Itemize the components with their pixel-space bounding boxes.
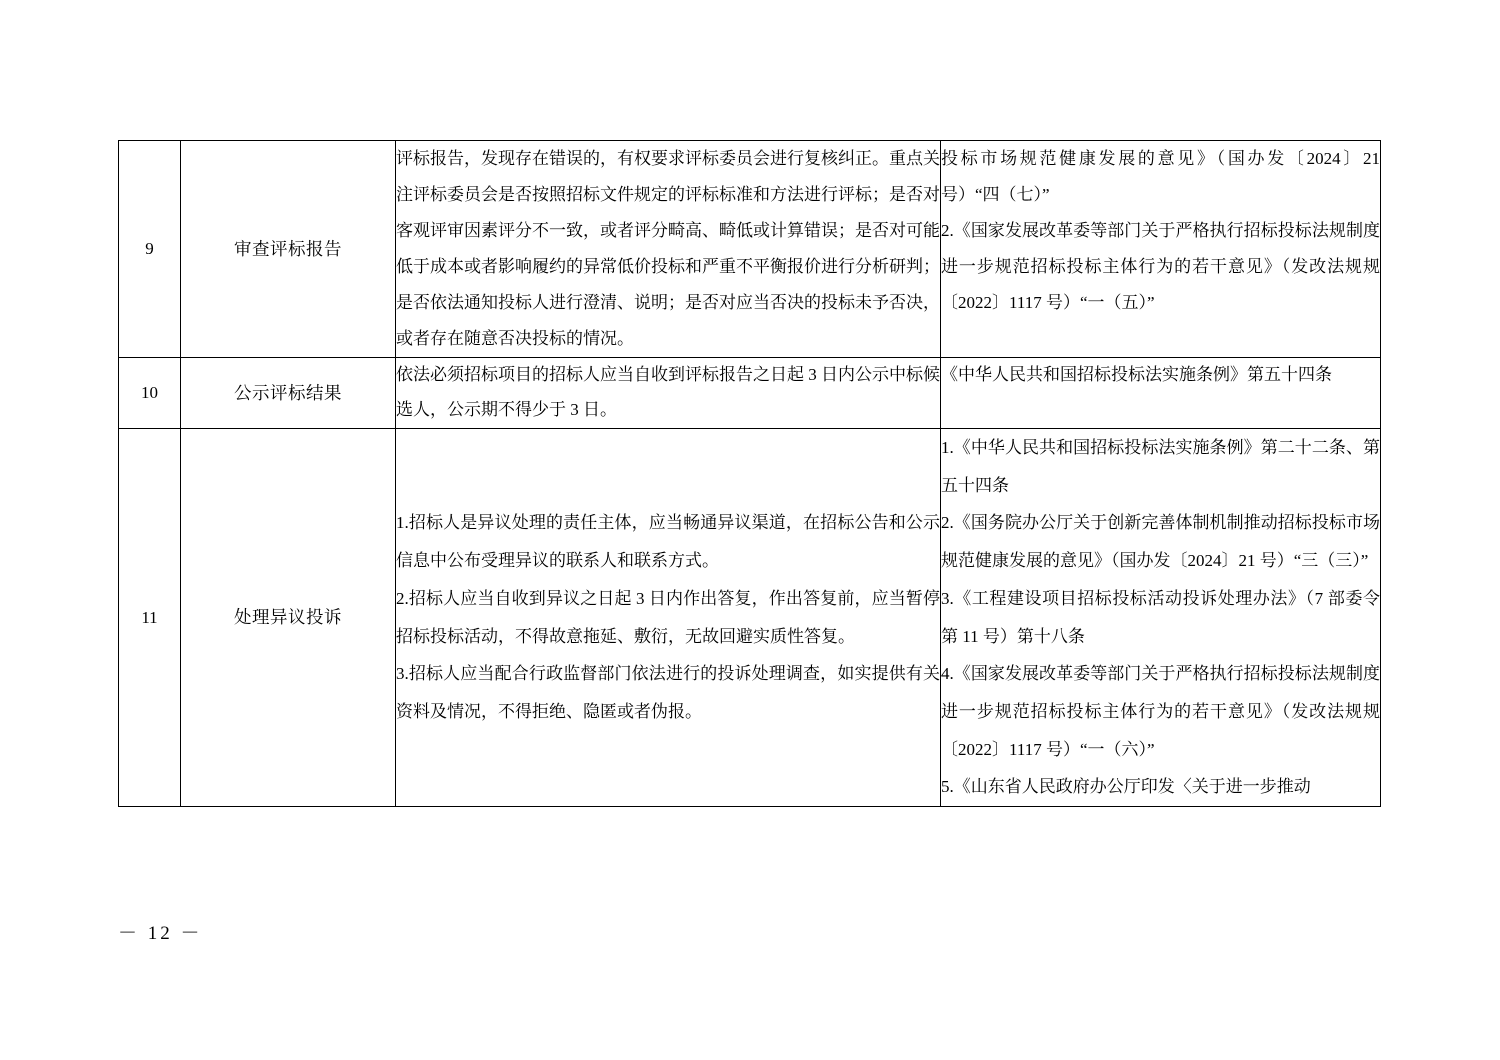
basis-paragraph: 1.《中华人民共和国招标投标法实施条例》第二十二条、第五十四条 <box>941 437 1380 495</box>
table-row <box>119 358 1381 429</box>
table-row <box>119 428 1381 806</box>
row-item-name: 处理异议投诉 <box>181 428 396 806</box>
page-number: － 12 － <box>118 923 203 944</box>
basis-paragraph: 3.《工程建设项目招标投标活动投诉处理办法》（7 部委令第 11 号）第十八条 <box>941 588 1380 646</box>
basis-paragraph: 5.《山东省人民政府办公厅印发〈关于进一步推动 <box>941 777 1311 797</box>
content-paragraph: 3.招标人应当配合行政监督部门依法进行的投诉处理调查，如实提供有关资料及情况，不得拒绝、隐匿或者伪报。 <box>396 664 940 722</box>
row-content <box>396 428 941 806</box>
content-paragraph: 依法必须招标项目的招标人应当自收到评标报告之日起 3 日内公示中标候选人，公示期不得少于 3 日。 <box>396 365 940 420</box>
row-item-name: 审查评标报告 <box>181 141 396 358</box>
basis-paragraph: 2.《国务院办公厅关于创新完善体制机制推动招标投标市场规范健康发展的意见》（国办发〔2024〕21 号）“三（三）” <box>941 513 1380 571</box>
row-basis <box>941 358 1381 429</box>
content-paragraph: 1.招标人是异议处理的责任主体，应当畅通异议渠道，在招标公告和公示信息中公布受理异议的联系人和联系方式。 <box>396 513 940 571</box>
table-row <box>119 141 1381 358</box>
row-content <box>396 358 941 429</box>
row-number: 11 <box>119 428 181 806</box>
basis-paragraph: 《中华人民共和国招标投标法实施条例》第五十四条 <box>941 365 1332 385</box>
row-basis <box>941 141 1381 358</box>
row-basis <box>941 428 1381 806</box>
row-content <box>396 141 941 358</box>
content-paragraph: 2.招标人应当自收到异议之日起 3 日内作出答复，作出答复前，应当暂停招标投标活动，不得故意拖延、敷衍，无故回避实质性答复。 <box>396 588 940 646</box>
basis-paragraph: 2.《国家发展改革委等部门关于严格执行招标投标法规制度进一步规范招标投标主体行为的若干意见》（发改法规规〔2022〕1117 号）“一（五）” <box>941 221 1380 313</box>
basis-paragraph: 投标市场规范健康发展的意见》（国办发〔2024〕21 号）“四（七）” <box>941 149 1380 205</box>
row-item-name: 公示评标结果 <box>181 358 396 429</box>
row-number: 9 <box>119 141 181 358</box>
content-paragraph: 评标报告，发现存在错误的，有权要求评标委员会进行复核纠正。重点关注评标委员会是否按照招标文件规定的评标标准和方法进行评标；是否对客观评审因素评分不一致，或者评分畸高、畸低或计算错误；是否对可能低于成本或者影响履约的异常低价投标和严重不平衡报价进行分析研判；是否依法通知投标人进行澄清、说明；是否对应当否决的投标未予否决，或者存在随意否决投标的情况。 <box>396 149 940 349</box>
row-number: 10 <box>119 358 181 429</box>
basis-paragraph: 4.《国家发展改革委等部门关于严格执行招标投标法规制度进一步规范招标投标主体行为的若干意见》（发改法规规〔2022〕1117 号）“一（六）” <box>941 664 1380 759</box>
regulation-table <box>118 140 1381 807</box>
